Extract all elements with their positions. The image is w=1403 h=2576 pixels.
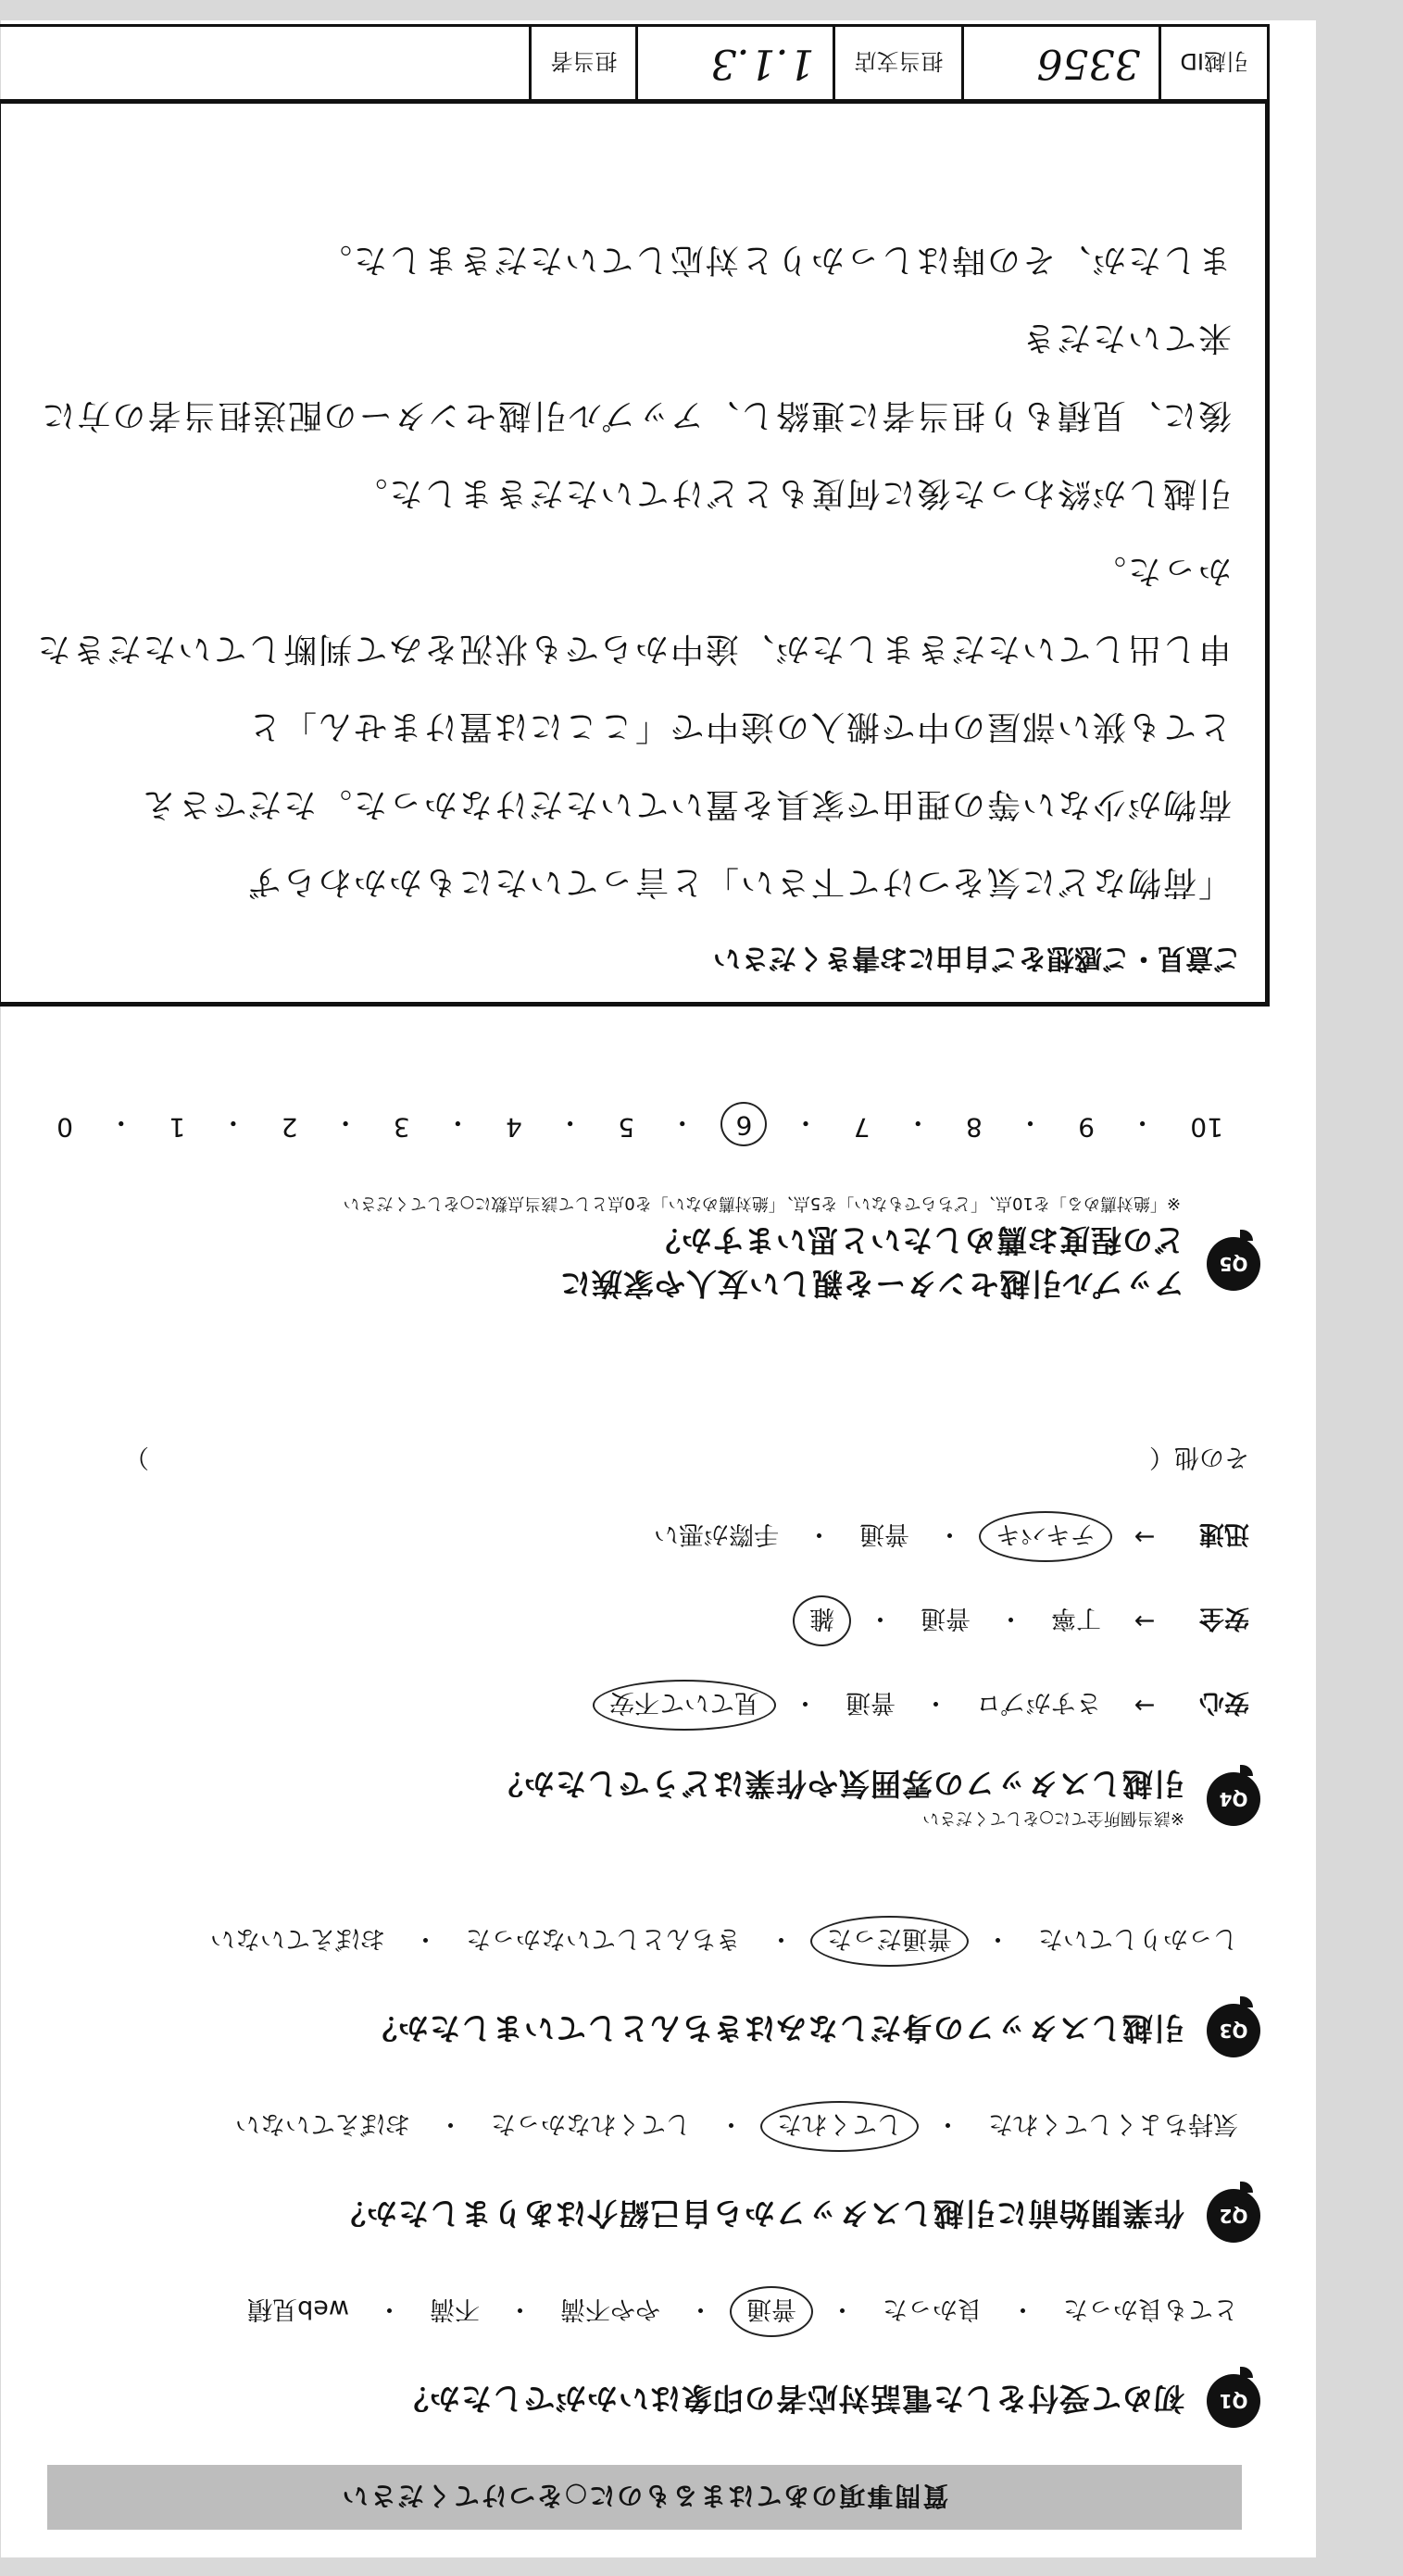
arrow-icon: →	[1134, 1607, 1156, 1635]
q4-option[interactable]: 丁寧	[1051, 1604, 1101, 1632]
q1-options: とても良かった ・ 良かった ・ 普通 ・ やや不満 ・ 不満 ・ web見積	[19, 2286, 1249, 2337]
score-option-selected[interactable]: 6	[720, 1102, 767, 1146]
q4-option[interactable]: 普通	[859, 1519, 909, 1548]
q4-row-anzen: 安全 → 丁寧 ・ 普通 ・ 雑	[19, 1595, 1249, 1646]
q1-option[interactable]: 良かった	[883, 2295, 983, 2323]
score-option[interactable]: 7	[853, 1112, 871, 1143]
q4-other-close: ）	[124, 1443, 149, 1471]
comment-line: とても狭い部屋の中で搬入の途中で「ここには置けません」と	[245, 707, 1232, 745]
q3-option[interactable]: しっかりしていた	[1038, 1924, 1238, 1953]
score-option[interactable]: 3	[393, 1112, 410, 1143]
q3-option-selected[interactable]: 普通だった	[810, 1916, 969, 1967]
q4-option[interactable]: 手際が悪い	[654, 1519, 779, 1548]
q4-badge-icon: Q4	[1207, 1773, 1260, 1827]
id-section	[0, 24, 1270, 104]
q1-option[interactable]: web見積	[247, 2295, 349, 2323]
q4-note: ※該当個所全てに○をしてください	[922, 1808, 1184, 1828]
q2-option[interactable]: してくれなかった	[491, 2109, 691, 2138]
q3-text: 引越しスタッフの身だしなみはきちんとしていましたか？	[366, 2010, 1184, 2047]
comment-line: 引越しが終わった後に何度もとどけていただきました。	[352, 474, 1232, 512]
question-1	[19, 2286, 1260, 2428]
id-label: 引越ID	[1159, 27, 1267, 101]
handwritten-comment	[1, 220, 1265, 920]
comment-line: 荷物が少ない等の理由で家具を置いていただけなかった。ただでさえ	[140, 785, 1232, 823]
staff-value[interactable]	[0, 27, 529, 101]
q4-option[interactable]: 普通	[846, 1688, 896, 1717]
branch-label: 担当支店	[833, 27, 961, 101]
q1-option-selected[interactable]: 普通	[730, 2286, 813, 2337]
q3-badge-icon: Q3	[1207, 2004, 1260, 2057]
q2-badge-icon: Q2	[1207, 2189, 1260, 2243]
comment-box[interactable]	[0, 99, 1270, 1007]
q1-option[interactable]: とても良かった	[1063, 2295, 1238, 2323]
q4-row-jinsoku: 迅速 → テキパキ ・ 普通 ・ 手際が悪い	[19, 1511, 1249, 1562]
question-2	[19, 2101, 1260, 2243]
score-option[interactable]: 4	[506, 1112, 522, 1143]
q4-option[interactable]: 普通	[921, 1604, 971, 1632]
comment-line: 申し出していただきましたが、途中からでも状況をみて判断していただきたかった。	[35, 552, 1232, 668]
arrow-icon: →	[1134, 1522, 1156, 1551]
q5-note: ※「絶対薦める」を10点、「どちらでもない」を5点、「絶対薦めない」を0点として該当点数に○をしてください	[343, 1194, 1181, 1213]
q2-options: 気持ちよくしてくれた ・ してくれた ・ してくれなかった ・ おぼえていない	[19, 2101, 1249, 2152]
question-3	[19, 1916, 1260, 2057]
comment-title: ご意見・ご感想をご自由にお書きください	[713, 942, 1241, 974]
q4-option-selected[interactable]: 見ていて不安	[593, 1680, 776, 1731]
branch-value: 1.1.3	[635, 27, 833, 101]
comment-line: ましたが、その時はしっかりと対応していただきました。	[316, 241, 1232, 279]
q5-scale: 10 ・ 9 ・ 8 ・ 7 ・ 6 ・ 5 ・ 4 ・ 3 ・ 2 ・ 1 ・ 0	[47, 1102, 1233, 1146]
q5-text-line2: どの程度お薦めしたいと思いますか？	[649, 1222, 1184, 1258]
q4-other	[19, 1442, 1249, 1478]
q3-option[interactable]: おぼえていない	[210, 1924, 385, 1953]
q3-options: しっかりしていた ・ 普通だった ・ きちんとしていなかった ・ おぼえていない	[19, 1916, 1249, 1967]
instruction-banner: 質問事項のあてはまるものに○をつけてください	[47, 2465, 1242, 2530]
paper	[1, 20, 1316, 2557]
q5-text-line1: アップル引越センターを親しい友人や家族に	[558, 1266, 1184, 1302]
q2-text: 作業開始前に引越しスタッフから自己紹介はありましたか？	[334, 2195, 1184, 2232]
arrow-icon: →	[1134, 1691, 1156, 1719]
comment-line: 「荷物などに気をつけて下さい」と言っていたにもかかわらず	[245, 863, 1232, 901]
score-option[interactable]: 0	[56, 1112, 73, 1143]
q1-option[interactable]: 不満	[430, 2295, 480, 2323]
q4-option[interactable]: さすがプロ	[976, 1688, 1101, 1717]
staff-label: 担当者	[529, 27, 635, 101]
score-option[interactable]: 2	[281, 1112, 298, 1143]
score-option[interactable]: 1	[169, 1112, 186, 1143]
score-option[interactable]: 10	[1190, 1112, 1223, 1143]
question-5	[19, 1102, 1260, 1307]
q5-badge-icon: Q5	[1207, 1237, 1260, 1291]
score-option[interactable]: 5	[618, 1112, 635, 1143]
q4-option-selected[interactable]: 雑	[793, 1595, 851, 1646]
q1-text: 初めて受付をした電話対応者の印象はいかがでしたか？	[397, 2381, 1184, 2418]
q4-row-label: 迅速	[1199, 1519, 1249, 1548]
comment-line: 後に、見積もり担当者に連絡し、アップル引越センターの配送担当者の方に来ていただき	[40, 319, 1232, 434]
score-option[interactable]: 9	[1078, 1112, 1095, 1143]
q1-badge-icon: Q1	[1207, 2374, 1260, 2428]
q4-row-label: 安全	[1199, 1604, 1249, 1632]
q4-row-anshin: 安心 → さすがプロ ・ 普通 ・ 見ていて不安	[19, 1680, 1249, 1731]
q2-option-selected[interactable]: してくれた	[760, 2101, 919, 2152]
q4-other-label: その他（	[1149, 1443, 1249, 1471]
q3-option[interactable]: きちんとしていなかった	[466, 1924, 741, 1953]
id-value: 3356	[961, 27, 1159, 101]
q2-option[interactable]: 気持ちよくしてくれた	[988, 2109, 1238, 2138]
q4-text: 引越しスタッフの雰囲気や作業はどうでしたか？	[492, 1766, 1184, 1802]
q2-option[interactable]: おぼえていない	[235, 2109, 410, 2138]
question-4	[19, 1442, 1260, 1835]
q4-row-label: 安心	[1199, 1688, 1249, 1717]
q4-option-selected[interactable]: テキパキ	[979, 1511, 1112, 1562]
q1-option[interactable]: やや不満	[560, 2295, 660, 2323]
score-option[interactable]: 8	[965, 1112, 983, 1143]
